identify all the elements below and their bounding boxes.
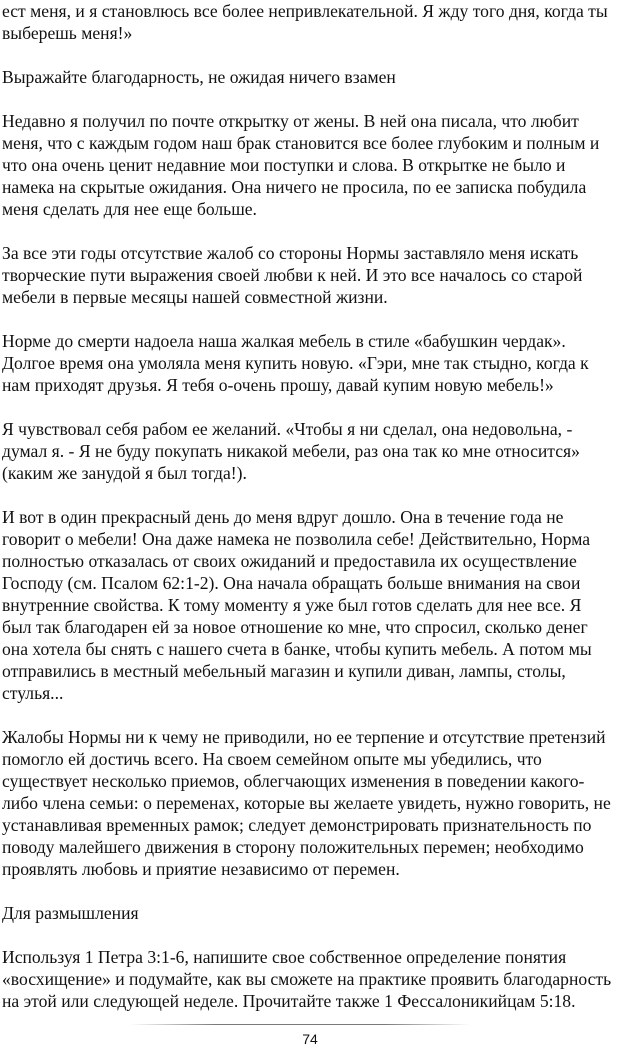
paragraph: Жалобы Нормы ни к чему не приводили, но ее терпение и отсутствие претензий помогло ей достичь всего. На своем семейном опыте мы убедились, что существует несколько приемов, облегчающих изменения в поведении какого-либо члена семьи: о переменах, которые вы желаете увидеть, нужно говорить, не устанавливая временных рамок; следует демонстрировать признательность по поводу малейшего движения в сторону положительных перемен; необходимо проявлять любовь и приятие независимо от перемен. [2, 727, 611, 879]
footer-divider [130, 1024, 470, 1025]
document-body [2, 0, 614, 1034]
section-heading: Для размышления [2, 903, 139, 923]
paragraph: Используя 1 Петра 3:1-6, напишите свое собственное определение понятия «восхищение» и подумайте, как вы сможете на практике проявить благодарность на этой или следующей неделе. Прочитайте также 1 Фессалоникийцам 5:18. [2, 947, 612, 1011]
paragraph: Норме до смерти надоела наша жалкая мебель в стиле «бабушкин чердак». Долгое время она умоляла меня купить новую. «Гэри, мне так стыдно, когда к нам приходят друзья. Я тебя о-очень прошу, давай купим новую мебель!» [2, 331, 589, 395]
paragraph: И вот в один прекрасный день до меня вдруг дошло. Она в течение года не говорит о мебели! Она даже намека не позволила себе! Действительно, Норма полностью отказалась от своих ожиданий и предоставила их осуществление Господу (см. Псалом 62:1-2). Она начала обращать больше внимания на свои внутренние свойства. К тому моменту я уже был готов сделать для нее все. Я был так благодарен ей за новое отношение ко мне, что спросил, сколько денег она хотела бы снять с нашего счета в банке, чтобы купить мебель. А потом мы отправились в местный мебельный магазин и купили диван, лампы, столы, стулья... [2, 507, 592, 703]
paragraph: Недавно я получил по почте открытку от жены. В ней она писала, что любит меня, что с каждым годом наш брак становится все более глубоким и полным и что она очень ценит недавние мои поступки и слова. В открытке не было и намека на скрытые ожидания. Она ничего не просила, по ее записка побудила меня сделать для нее еще больше. [2, 111, 600, 219]
paragraph: За все эти годы отсутствие жалоб со стороны Нормы заставляло меня искать творческие пути выражения своей любви к ней. И это все началось со старой мебели в первые месяцы нашей совместной жизни. [2, 243, 583, 307]
section-heading: Выражайте благодарность, не ожидая ничего взамен [2, 67, 396, 87]
page-number: 74 [302, 1031, 318, 1047]
paragraph: Я чувствовал себя рабом ее желаний. «Чтобы я ни сделал, она недовольна, - думал я. - Я не буду покупать никакой мебели, раз она так ко мне относится» (каким же занудой я был тогда!). [2, 419, 580, 483]
paragraph: ест меня, и я становлюсь все более непривлекательной. Я жду того дня, когда ты выберешь меня!» [2, 1, 608, 43]
